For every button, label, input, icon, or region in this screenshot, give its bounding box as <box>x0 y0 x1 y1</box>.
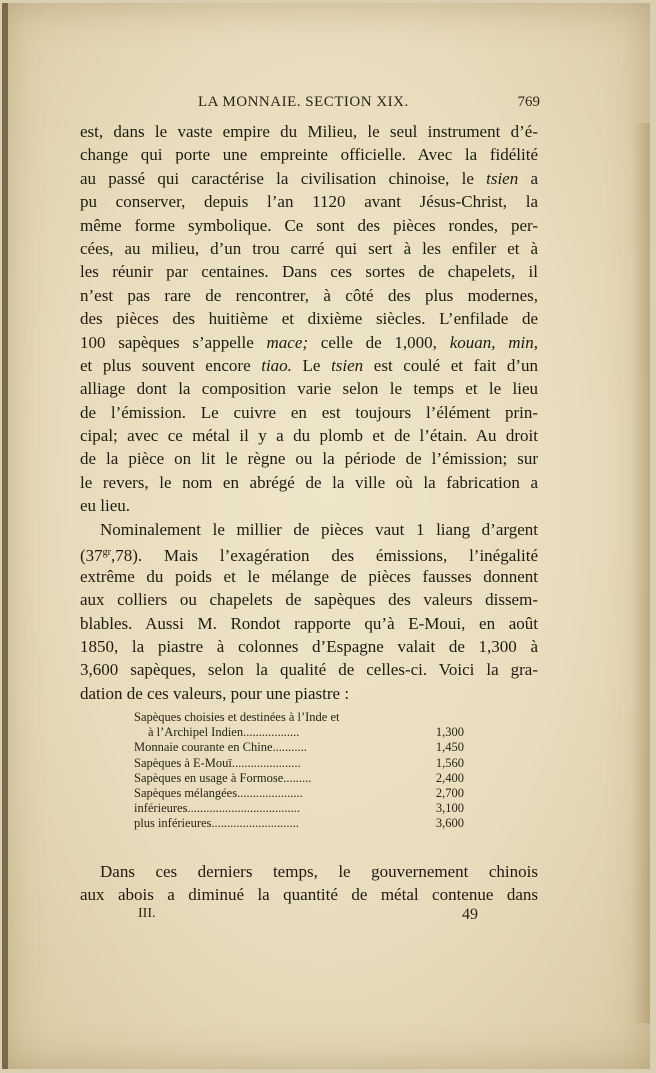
table-row <box>134 771 464 786</box>
superscript: gr <box>102 547 112 559</box>
table-row-label: Sapèques en usage à Formose......... <box>134 770 312 785</box>
table-row <box>134 740 464 755</box>
table-row-label: inférieures.................................... <box>134 801 300 816</box>
signature-number: 49 <box>462 906 478 923</box>
italic-term: tiao. <box>261 355 292 375</box>
text-line: cées, au milieu, d’un trou carré qui sert à les enfiler et à <box>80 238 538 258</box>
text-line: même forme symbolique. Ce sont des pièces rondes, per- <box>80 215 538 235</box>
text-line: cipal; avec ce métal il y a du plomb et de l’étain. Au droit <box>80 426 538 446</box>
text-line: aux colliers ou chapelets de sapèques des valeurs dissem- <box>80 590 538 610</box>
italic-term: mace; <box>266 332 309 352</box>
text-line: les réunir par centaines. Dans ces sortes de chapelets, il <box>80 262 538 282</box>
table-row-label: Monnaie courante en Chine........... <box>134 740 307 755</box>
table-row-label: Sapèques à E-Mouï...................... <box>134 755 301 770</box>
table-row-value: 1,450 <box>435 740 464 755</box>
table-row-label: à l’Archipel Indien.................. <box>148 725 300 740</box>
paragraph-3 <box>80 860 538 907</box>
text-line: extrême du poids et le mélange de pièces fausses donnent <box>80 566 538 586</box>
table-row-value: 2,400 <box>435 770 464 785</box>
text-line: de la pièce on lit le règne ou la période de l’émission; sur <box>80 449 538 469</box>
page-number: 769 <box>517 94 540 110</box>
text-line: 100 sapèques s’appelle mace; celle de 1,000, kouan, min, <box>80 332 538 352</box>
table-row-value: 3,600 <box>435 816 464 831</box>
italic-term: kouan, min, <box>449 332 538 352</box>
text-line: Dans ces derniers temps, le gouvernement chinois <box>100 862 538 881</box>
text-line: 3,600 sapèques, selon la qualité de celles-ci. Voici la gra- <box>80 660 538 680</box>
text-line: eu lieu. <box>80 496 131 516</box>
table-row-label: Sapèques choisies et destinées à l’Inde et <box>134 710 340 724</box>
text-line: change qui porte une empreinte officielle. Avec la fidélité <box>80 145 538 165</box>
signature-mark: III. <box>138 906 156 921</box>
table-row <box>134 786 464 801</box>
table-row <box>134 816 464 831</box>
table-row <box>134 801 464 816</box>
text-line: blables. Aussi M. Rondot rapporte qu’à E-Moui, en août <box>80 613 538 633</box>
text-line: n’est pas rare de rencontrer, à côté des plus modernes, <box>80 285 538 305</box>
page-spine-edge <box>2 3 8 1069</box>
paper-stain <box>632 123 650 1023</box>
italic-term: tsien <box>486 168 519 188</box>
text-line: pu conserver, depuis l’an 1120 avant Jésus-Christ, la <box>80 192 538 212</box>
table-row-label: plus inférieures............................ <box>134 816 299 831</box>
text-line: le revers, le nom en abrégé de la ville où la fabrication a <box>80 472 538 492</box>
italic-term: tsien <box>331 355 364 375</box>
text-line: au passé qui caractérise la civilisation chinoise, le tsien a <box>80 168 538 188</box>
paragraph-1 <box>80 120 538 518</box>
paragraph-2 <box>80 518 538 705</box>
text-line: Nominalement le millier de pièces vaut 1 liang d’argent <box>100 520 538 539</box>
text-line: est, dans le vaste empire du Milieu, le seul instrument d’é- <box>80 122 538 141</box>
text-line: dation de ces valeurs, pour une piastre : <box>80 683 350 703</box>
table-row <box>134 756 464 771</box>
signature-line <box>138 906 478 926</box>
running-head-title: LA MONNAIE. SECTION XIX. <box>198 94 409 110</box>
text-line: de l’émission. Le cuivre en est toujours l’élément prin- <box>80 402 538 422</box>
table-row <box>134 725 464 740</box>
table-row-value: 1,560 <box>435 755 464 770</box>
value-table <box>134 710 464 832</box>
running-head <box>80 92 540 114</box>
table-row-value: 3,100 <box>435 801 464 816</box>
table-row-label: Sapèques mélangées..................... <box>134 785 303 800</box>
table-row-value: 1,300 <box>435 725 464 740</box>
text-line: aux abois a diminué la quantité de métal contenue dans <box>80 885 538 905</box>
text-line: 1850, la piastre à colonnes d’Espagne valait de 1,300 à <box>80 636 538 656</box>
text-line: $(37^{gr},78)$. Mais l’exagération des émissions, l’inégalité <box>80 546 538 566</box>
table-row <box>134 710 464 725</box>
table-row-value: 2,700 <box>435 785 464 800</box>
text-line: alliage dont la composition varie selon le temps et le lieu <box>80 379 538 399</box>
text-line: des pièces des huitième et dixième siècles. L’enfilade de <box>80 309 538 329</box>
text-line: et plus souvent encore tiao. Le tsien est coulé et fait d’un <box>80 355 539 375</box>
